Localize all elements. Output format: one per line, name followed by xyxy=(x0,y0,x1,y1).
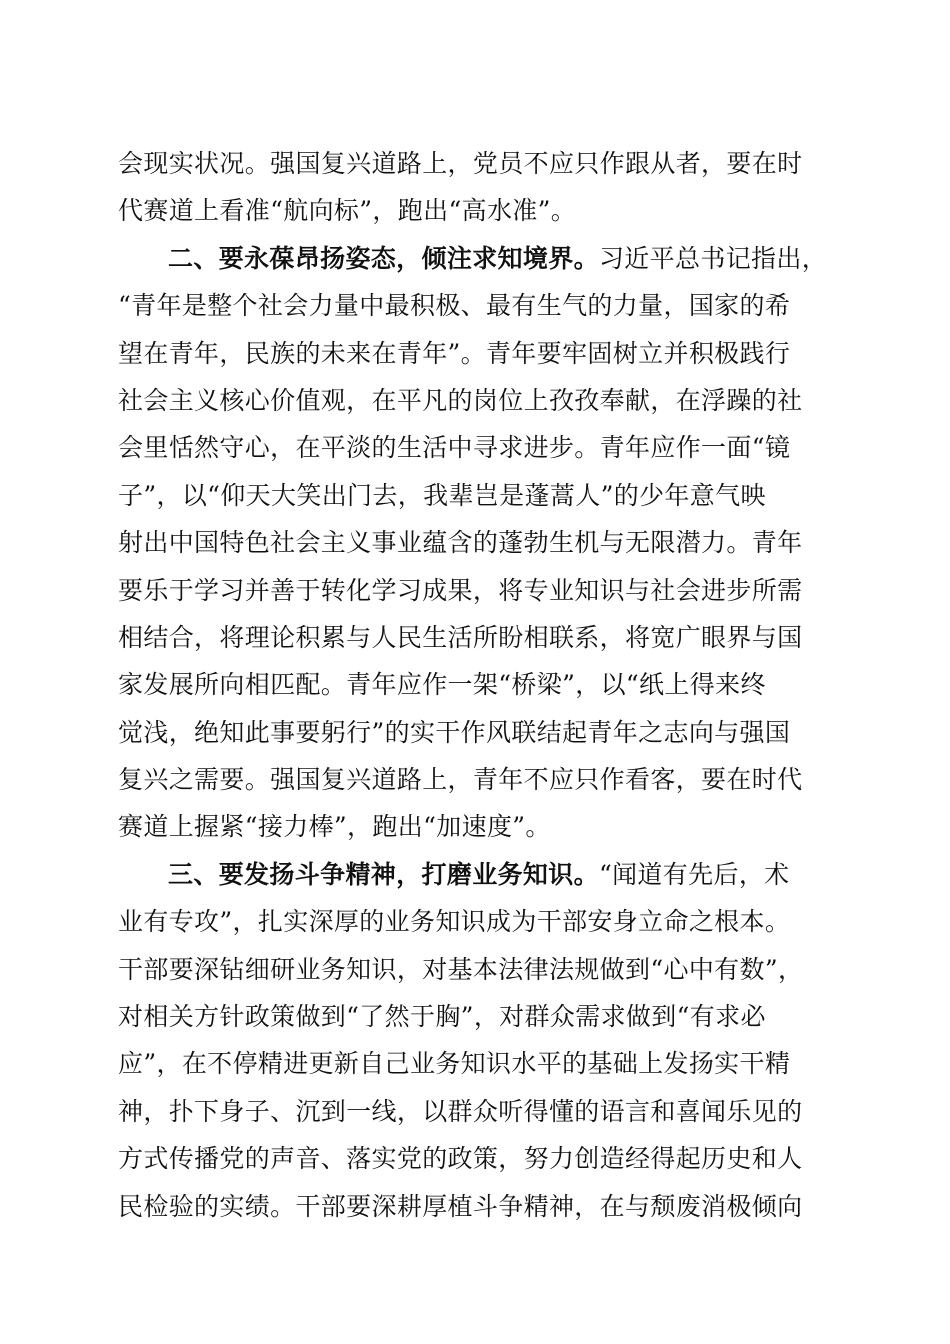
text-run: 习近平总书记指出， xyxy=(598,243,828,273)
section-heading-line xyxy=(118,235,830,282)
section-heading-line xyxy=(118,851,830,898)
text-run: 射出中国特色社会主义事业蕴含的蓬勃生机与无限潜力。青年 xyxy=(118,528,803,558)
text-run: 家发展所向相匹配。青年应作一架“桥梁”，以“纸上得来终 xyxy=(118,670,766,700)
text-line xyxy=(118,330,830,377)
text-line xyxy=(118,614,830,661)
text-line xyxy=(118,424,830,471)
section-heading-2: 二、要永葆昂扬姿态，倾注求知境界。 xyxy=(168,243,599,273)
text-run: 复兴之需要。强国复兴道路上，青年不应只作看客，要在时代 xyxy=(118,765,803,795)
text-line xyxy=(118,567,830,614)
section-heading-3: 三、要发扬斗争精神，打磨业务知识。 xyxy=(168,859,599,889)
text-line xyxy=(118,661,830,708)
text-line xyxy=(118,377,830,424)
text-run: 干部要深钻细研业务知识，对基本法律法规做到“心中有数”， xyxy=(118,954,804,984)
text-run: “闻道有先后，术 xyxy=(598,859,790,889)
text-line xyxy=(118,519,830,566)
text-run: 业有专攻”，扎实深厚的业务知识成为干部安身立命之根本。 xyxy=(118,907,791,937)
text-run: 会现实状况。强国复兴道路上，党员不应只作跟从者，要在时 xyxy=(118,149,803,178)
text-line xyxy=(118,140,830,187)
text-run: 相结合，将理论积累与人民生活所盼相联系，将宽广眼界与国 xyxy=(118,622,803,652)
text-run: 要乐于学习并善于转化学习成果，将专业知识与社会进步所需 xyxy=(118,575,803,605)
text-line xyxy=(118,993,830,1040)
text-line xyxy=(118,1183,830,1230)
text-line xyxy=(118,946,830,993)
text-run: 觉浅，绝知此事要躬行”的实干作风联结起青年之志向与强国 xyxy=(118,717,791,747)
text-line xyxy=(118,472,830,519)
text-run: 神，扑下身子、沉到一线，以群众听得懂的语言和喜闻乐见的 xyxy=(118,1096,803,1126)
text-line xyxy=(118,1040,830,1087)
text-run: 方式传播党的声音、落实党的政策，努力创造经得起历史和人 xyxy=(118,1144,803,1174)
text-run: “青年是整个社会力量中最积极、最有生气的力量，国家的希 xyxy=(118,291,791,321)
text-line xyxy=(118,709,830,756)
text-line xyxy=(118,803,830,850)
text-line xyxy=(118,898,830,945)
document-body xyxy=(118,140,830,1230)
text-run: 会里恬然守心，在平淡的生活中寻求进步。青年应作一面“镜 xyxy=(118,433,791,463)
text-run: 对相关方针政策做到“了然于胸”，对群众需求做到“有求必 xyxy=(118,1002,766,1032)
text-run: 民检验的实绩。干部要深耕厚植斗争精神，在与颓废消极倾向 xyxy=(118,1191,803,1221)
text-run: 子”，以“仰天大笑出门去，我辈岂是蓬蒿人”的少年意气映 xyxy=(118,480,766,510)
text-line xyxy=(118,187,830,234)
text-line xyxy=(118,1135,830,1182)
text-run: 赛道上握紧“接力棒”，跑出“加速度”。 xyxy=(118,812,551,842)
text-run: 望在青年，民族的未来在青年”。青年要牢固树立并积极践行 xyxy=(118,338,791,368)
text-run: 应”，在不停精进更新自己业务知识水平的基础上发扬实干精 xyxy=(118,1049,791,1079)
text-run: 代赛道上看准“航向标”，跑出“高水准”。 xyxy=(118,196,577,226)
text-line xyxy=(118,756,830,803)
text-run: 社会主义核心价值观，在平凡的岗位上孜孜奉献，在浮躁的社 xyxy=(118,385,803,415)
text-line xyxy=(118,282,830,329)
text-line xyxy=(118,1088,830,1135)
